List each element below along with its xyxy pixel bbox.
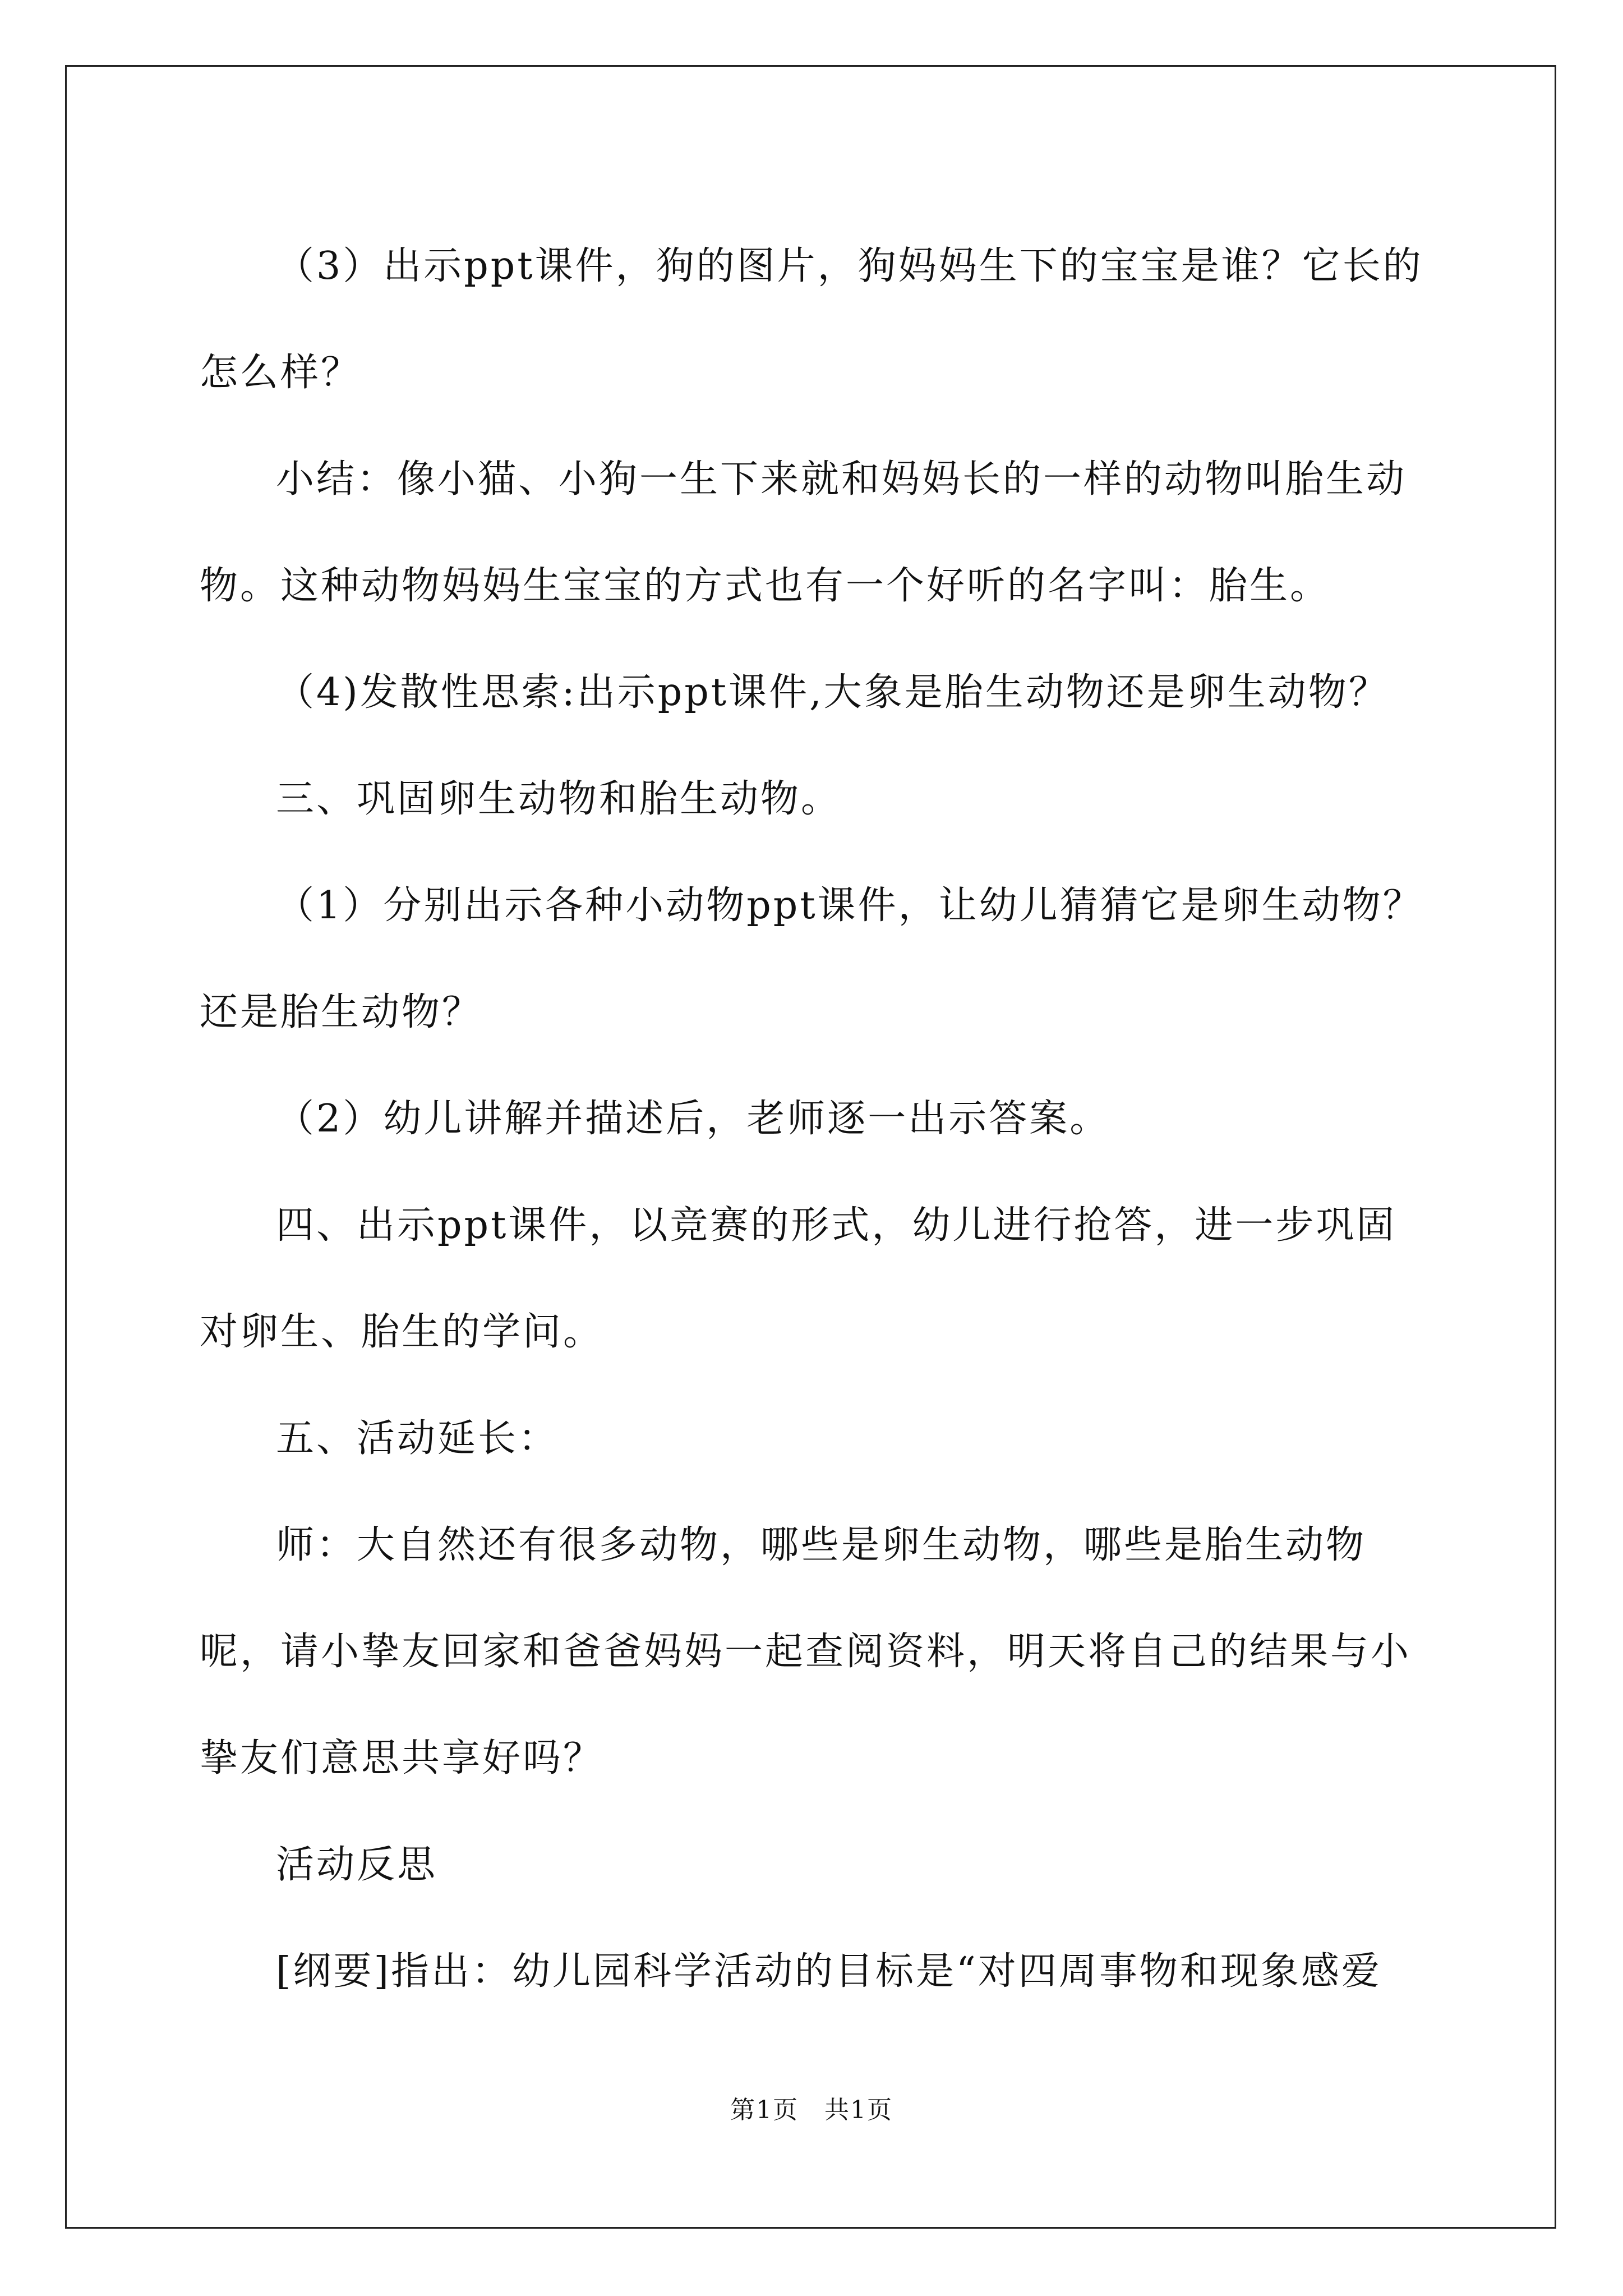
paragraph: （2）幼儿讲解并描述后，老师逐一出示答案。 xyxy=(276,1097,1110,1141)
paragraph: 三、巩固卵生动物和胎生动物。 xyxy=(276,777,842,821)
paragraph: （3）出示ppt课件，狗的图片，狗妈妈生下的宝宝是谁？它长的怎么样？ xyxy=(200,244,1423,395)
paragraph: 小结：像小猫、小狗一生下来就和妈妈长的一样的动物叫胎生动物。这种动物妈妈生宝宝的方式也有一个好听的名字叫：胎生。 xyxy=(200,457,1407,608)
page-number-footer: 第1页 共1页 xyxy=(730,2096,893,2124)
paragraph: （4)发散性思索:出示ppt课件,大象是胎生动物还是卵生动物？ xyxy=(276,670,1389,715)
paragraph: [纲要]指出：幼儿园科学活动的目标是“对四周事物和现象感爱 xyxy=(276,1949,1382,1994)
document-body xyxy=(200,213,1428,2025)
paragraph: 五、活动延长： xyxy=(276,1416,559,1461)
paragraph: （1）分别出示各种小动物ppt课件，让幼儿猜猜它是卵生动物？还是胎生动物？ xyxy=(200,884,1423,1034)
paragraph: 活动反思 xyxy=(276,1843,438,1887)
paragraph: 四、出示ppt课件，以竞赛的形式，幼儿进行抢答，进一步巩固对卵生、胎生的学问。 xyxy=(200,1203,1397,1354)
paragraph: 师：大自然还有很多动物，哪些是卵生动物，哪些是胎生动物呢，请小挚友回家和爸爸妈妈一起查阅资料，明天将自己的结果与小挚友们意思共享好吗？ xyxy=(200,1523,1412,1780)
